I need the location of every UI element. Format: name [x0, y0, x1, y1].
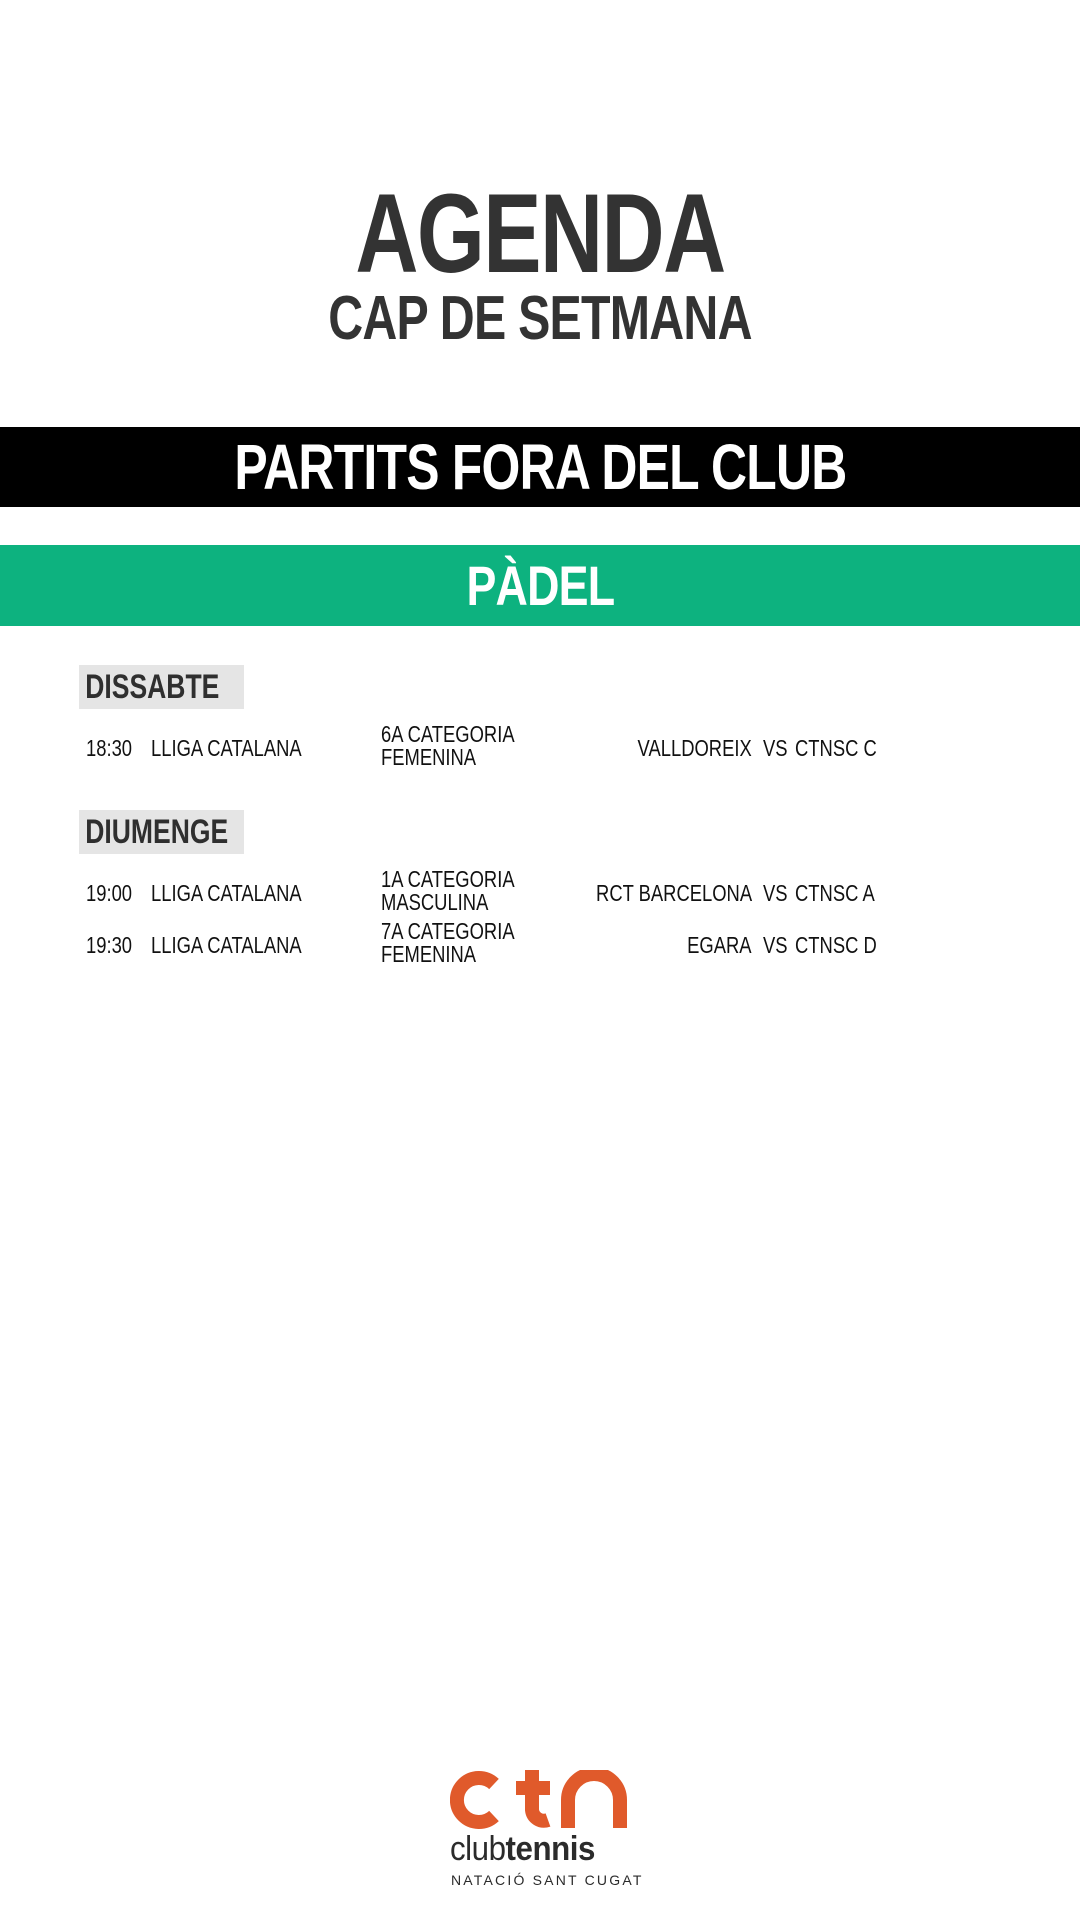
match-vs: VS	[763, 932, 788, 958]
ctn-logo-mark-icon	[450, 1770, 630, 1830]
match-home-team: EGARA	[687, 932, 752, 958]
section-banner-label: PARTITS FORA DEL CLUB	[233, 431, 847, 503]
match-home-team: RCT BARCELONA	[595, 880, 752, 906]
sport-banner	[0, 545, 1080, 626]
match-category	[381, 723, 515, 769]
match-category-line1: 7A CATEGORIA	[381, 918, 515, 944]
day-label-diumenge	[79, 810, 244, 854]
match-away-team: CTNSC C	[795, 735, 877, 761]
match-row	[0, 723, 1080, 773]
match-time: 18:30	[86, 735, 133, 761]
day-label-text: DISSABTE	[85, 667, 220, 706]
match-away-team: CTNSC A	[795, 880, 875, 906]
logo-wordmark	[450, 1830, 595, 1869]
match-competition: LLIGA CATALANA	[151, 880, 302, 906]
club-logo	[446, 1770, 644, 1890]
logo-tagline: NATACIÓ SANT CUGAT	[451, 1872, 644, 1888]
match-time: 19:00	[86, 880, 133, 906]
match-category	[381, 868, 515, 914]
match-vs: VS	[763, 880, 788, 906]
logo-name-bold: tennis	[505, 1830, 595, 1868]
logo-name-light: club	[450, 1830, 506, 1868]
section-banner	[0, 427, 1080, 507]
match-competition: LLIGA CATALANA	[151, 932, 302, 958]
match-time: 19:30	[86, 932, 133, 958]
day-label-dissabte	[79, 665, 244, 709]
match-row	[0, 920, 1080, 970]
page-title: AGENDA	[355, 171, 725, 296]
match-vs: VS	[763, 735, 788, 761]
day-label-text: DIUMENGE	[85, 812, 229, 851]
match-category-line2: FEMENINA	[381, 744, 477, 770]
match-category-line2: MASCULINA	[381, 889, 489, 915]
match-competition: LLIGA CATALANA	[151, 735, 302, 761]
match-category	[381, 920, 515, 966]
match-category-line1: 6A CATEGORIA	[381, 721, 515, 747]
match-home-team: VALLDOREIX	[637, 735, 752, 761]
match-category-line2: FEMENINA	[381, 941, 477, 967]
page-subtitle: CAP DE SETMANA	[328, 284, 752, 353]
match-row	[0, 868, 1080, 918]
sport-banner-label: PÀDEL	[466, 554, 614, 617]
match-category-line1: 1A CATEGORIA	[381, 866, 515, 892]
match-away-team: CTNSC D	[795, 932, 877, 958]
